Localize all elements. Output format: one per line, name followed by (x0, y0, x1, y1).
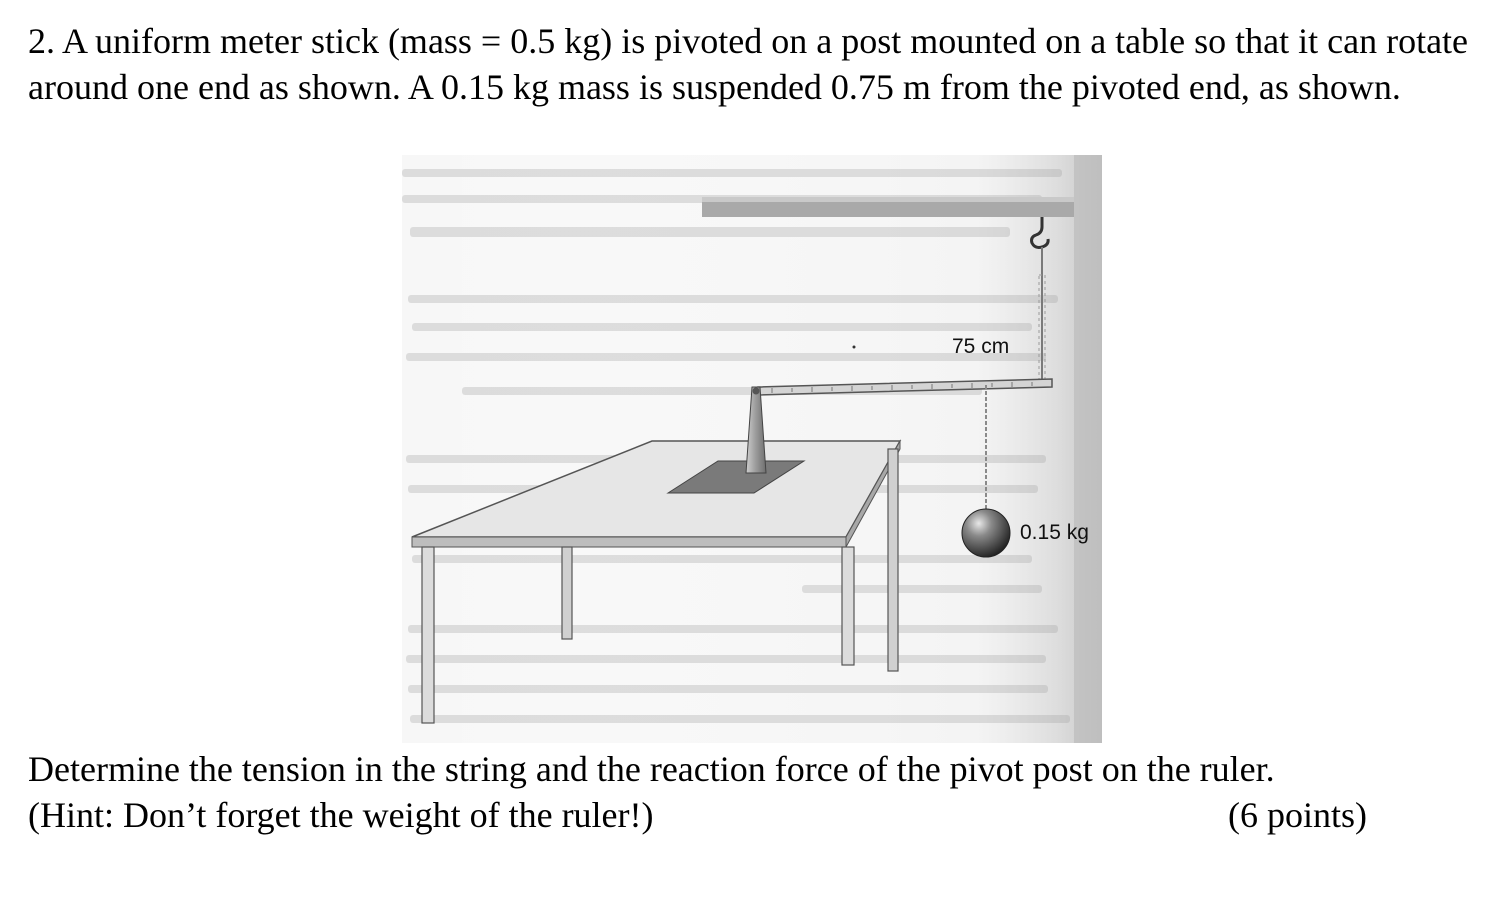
table-leg-back-left (562, 547, 572, 639)
table-leg-front-left (422, 547, 434, 723)
table-leg-front-right (842, 547, 854, 665)
points-label: (6 points) (1228, 795, 1367, 835)
prompt-line-1: Determine the tension in the string and the reaction force of the pivot post on the ruler. (28, 749, 1275, 789)
hanging-mass (962, 509, 1010, 557)
table-leg-back-right (888, 449, 898, 671)
mass-label: 0.15 kg (1020, 521, 1089, 544)
prompt-hint: (Hint: Don’t forget the weight of the ruler!) (28, 795, 654, 835)
figure-illustration (402, 155, 1102, 743)
pivot-point (753, 388, 760, 395)
figure-edge-strip (1074, 155, 1102, 743)
distance-label: 75 cm (952, 335, 1010, 358)
question-text: 2. A uniform meter stick (mass = 0.5 kg) is pivoted on a post mounted on a table so that it can rotate around one end as shown. A 0.15 kg mass is suspended 0.75 m from the pivoted end, as shown. (28, 21, 1469, 107)
